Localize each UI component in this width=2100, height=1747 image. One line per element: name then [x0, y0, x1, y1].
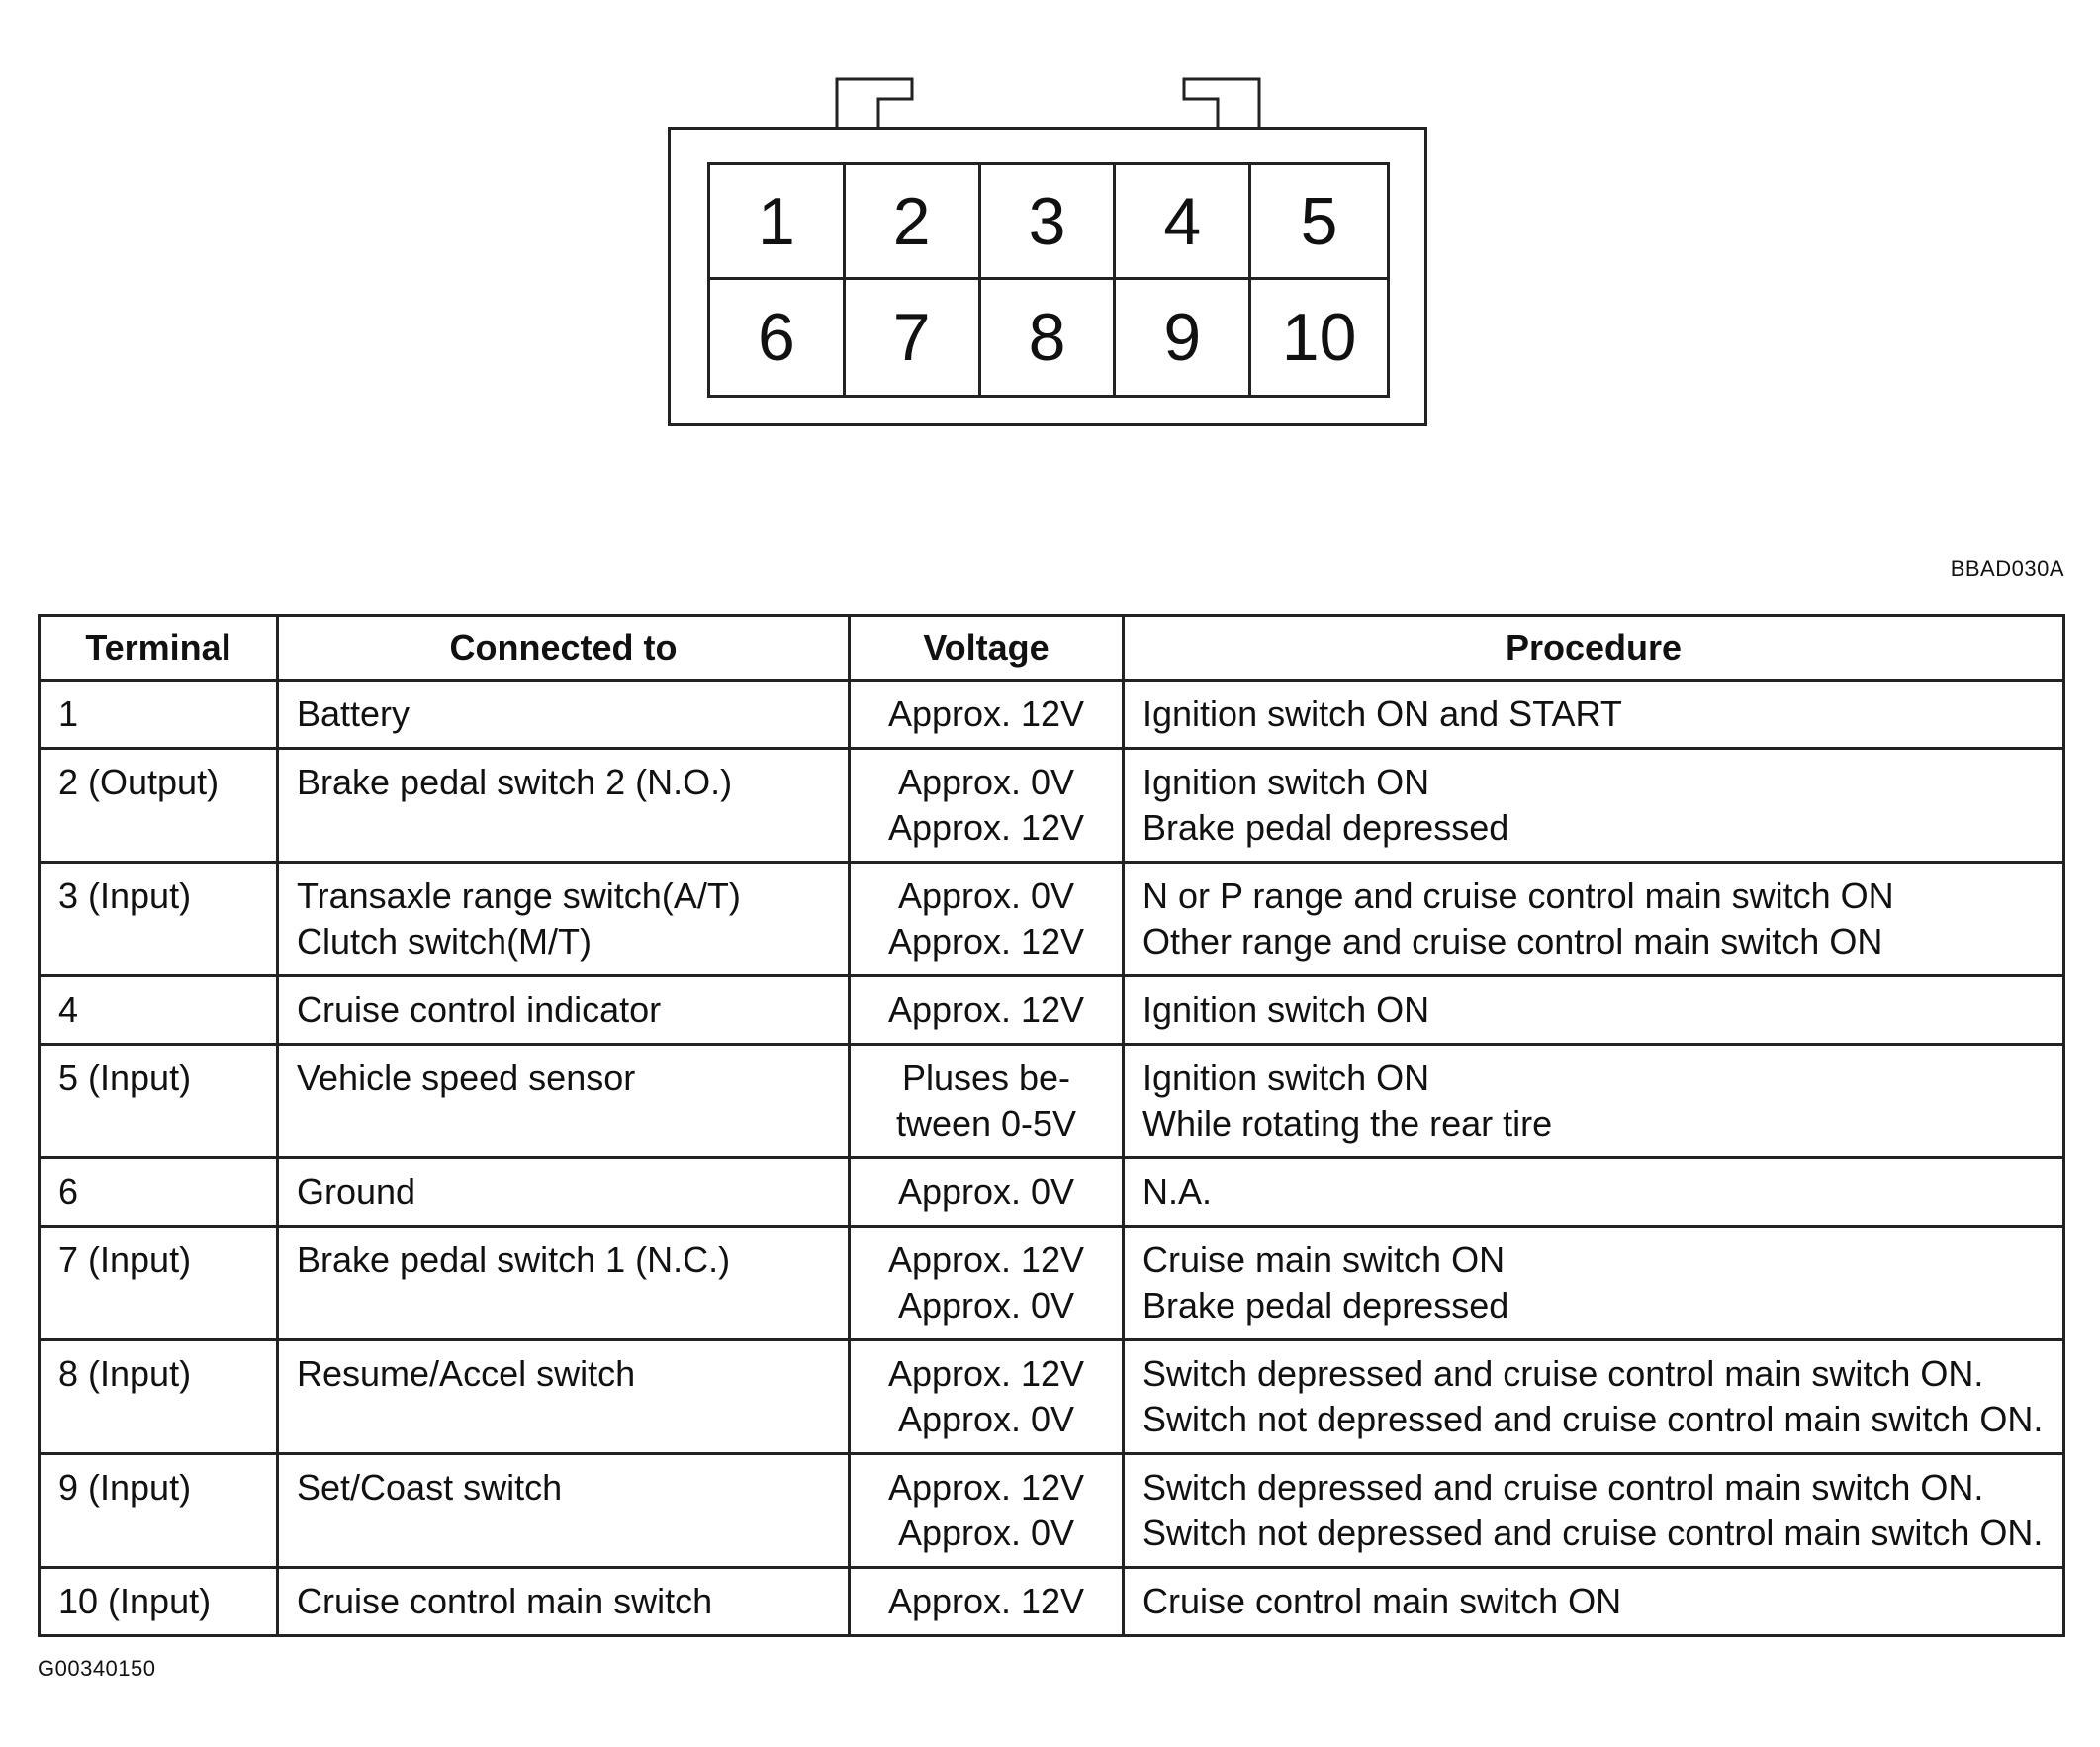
cell-procedure — [1124, 1158, 2064, 1227]
cell-terminal: 5 (Input) — [40, 1045, 278, 1158]
pin-4: 4 — [1116, 165, 1251, 280]
cell-voltage — [850, 1568, 1124, 1636]
cell-connected-to-line: Clutch switch(M/T) — [297, 921, 593, 962]
cell-connected-to — [278, 863, 850, 976]
pin-7: 7 — [846, 280, 981, 395]
cell-connected-to-line: Resume/Accel switch — [297, 1353, 636, 1394]
cell-procedure-line: N.A. — [1142, 1171, 1213, 1212]
cell-voltage — [850, 976, 1124, 1045]
cell-voltage — [850, 863, 1124, 976]
cell-procedure-line: Ignition switch ON — [1142, 989, 1430, 1030]
cell-procedure-line: Switch not depressed and cruise control main switch ON. — [1142, 1513, 2044, 1553]
cell-terminal: 9 (Input) — [40, 1454, 278, 1568]
cell-connected-to-line: Cruise control indicator — [297, 989, 662, 1030]
table-row — [40, 863, 2064, 976]
cell-connected-to — [278, 1227, 850, 1340]
cell-procedure-line: Brake pedal depressed — [1142, 1285, 1509, 1326]
cell-terminal: 3 (Input) — [40, 863, 278, 976]
figure-code-bottom: G00340150 — [38, 1656, 156, 1681]
cell-connected-to — [278, 1454, 850, 1568]
cell-procedure-line: Brake pedal depressed — [1142, 807, 1509, 848]
cell-procedure — [1124, 1340, 2064, 1454]
cell-voltage-line: Approx. 12V — [887, 989, 1085, 1030]
cell-connected-to — [278, 976, 850, 1045]
cell-procedure-line: Ignition switch ON — [1142, 762, 1430, 802]
cell-voltage-line: Approx. 12V — [887, 693, 1085, 734]
cell-procedure-line: Ignition switch ON and START — [1142, 693, 1622, 734]
header-connected-to: Connected to — [278, 616, 850, 681]
cell-connected-to-line: Set/Coast switch — [297, 1467, 563, 1508]
cell-voltage — [850, 1340, 1124, 1454]
connector-latch-left — [835, 77, 914, 129]
cell-procedure — [1124, 863, 2064, 976]
table-row — [40, 681, 2064, 749]
cell-voltage-line: Approx. 0V — [897, 1171, 1075, 1212]
cell-voltage — [850, 1158, 1124, 1227]
cell-terminal: 10 (Input) — [40, 1568, 278, 1636]
cell-procedure-line: Switch depressed and cruise control main switch ON. — [1142, 1353, 1984, 1394]
cell-procedure — [1124, 976, 2064, 1045]
pin-2: 2 — [846, 165, 981, 280]
cell-connected-to-line: Cruise control main switch — [297, 1581, 713, 1621]
cell-voltage — [850, 681, 1124, 749]
cell-connected-to-line: Ground — [297, 1171, 416, 1212]
cell-procedure — [1124, 1045, 2064, 1158]
cell-voltage — [850, 1454, 1124, 1568]
cell-terminal: 2 (Output) — [40, 749, 278, 863]
cell-procedure-line: Ignition switch ON — [1142, 1057, 1430, 1098]
cell-voltage-line: Approx. 0V — [897, 1399, 1075, 1439]
cell-voltage-line: Approx. 12V — [887, 1240, 1085, 1280]
cell-voltage-line: Approx. 0V — [897, 875, 1075, 916]
table-row — [40, 976, 2064, 1045]
cell-procedure-line: Cruise control main switch ON — [1142, 1581, 1622, 1621]
cell-voltage-line: Approx. 0V — [897, 762, 1075, 802]
cell-procedure — [1124, 681, 2064, 749]
figure-code-top: BBAD030A — [1950, 556, 2064, 581]
table-row — [40, 1568, 2064, 1636]
cell-connected-to — [278, 681, 850, 749]
table-header-row — [40, 616, 2064, 681]
cell-procedure-line: Other range and cruise control main switch ON — [1142, 921, 1883, 962]
header-voltage: Voltage — [850, 616, 1124, 681]
cell-connected-to-line: Brake pedal switch 1 (N.C.) — [297, 1240, 731, 1280]
cell-procedure-line: N or P range and cruise control main switch ON — [1142, 875, 1894, 916]
cell-procedure-line: While rotating the rear tire — [1142, 1103, 1553, 1144]
cell-voltage-line: Approx. 12V — [887, 807, 1085, 848]
cell-procedure — [1124, 1568, 2064, 1636]
cell-terminal: 8 (Input) — [40, 1340, 278, 1454]
pin-10: 10 — [1281, 300, 1357, 375]
cell-voltage — [850, 749, 1124, 863]
cell-terminal: 7 (Input) — [40, 1227, 278, 1340]
connector-pin-grid — [707, 162, 1390, 398]
cell-terminal: 1 — [40, 681, 278, 749]
cell-voltage-line: Approx. 12V — [887, 1467, 1085, 1508]
pin-5: 5 — [1251, 165, 1387, 280]
table-row — [40, 749, 2064, 863]
cell-connected-to-line: Vehicle speed sensor — [297, 1057, 636, 1098]
table-row — [40, 1340, 2064, 1454]
cell-procedure-line: Switch depressed and cruise control main switch ON. — [1142, 1467, 1984, 1508]
cell-connected-to — [278, 1045, 850, 1158]
pin-1: 1 — [710, 165, 846, 280]
cell-connected-to — [278, 1340, 850, 1454]
cell-voltage-line: Approx. 0V — [897, 1513, 1075, 1553]
cell-terminal: 6 — [40, 1158, 278, 1227]
cell-procedure — [1124, 1227, 2064, 1340]
table-body — [40, 681, 2064, 1636]
cell-voltage-line: Approx. 12V — [887, 921, 1085, 962]
connector-latch-right — [1182, 77, 1261, 129]
header-terminal: Terminal — [40, 616, 278, 681]
cell-procedure — [1124, 1454, 2064, 1568]
cell-connected-to — [278, 1568, 850, 1636]
cell-voltage-line: Approx. 0V — [897, 1285, 1075, 1326]
terminal-spec-table — [38, 614, 2065, 1637]
cell-terminal: 4 — [40, 976, 278, 1045]
header-procedure: Procedure — [1124, 616, 2064, 681]
cell-voltage-line: Approx. 12V — [887, 1581, 1085, 1621]
cell-voltage-line: Pluses be- — [901, 1057, 1071, 1098]
cell-voltage-line: tween 0-5V — [895, 1103, 1077, 1144]
cell-connected-to-line: Battery — [297, 693, 411, 734]
cell-connected-to — [278, 1158, 850, 1227]
pin-8: 8 — [981, 280, 1117, 395]
table-row — [40, 1158, 2064, 1227]
cell-voltage — [850, 1227, 1124, 1340]
table-row — [40, 1227, 2064, 1340]
cell-procedure-line: Cruise main switch ON — [1142, 1240, 1506, 1280]
cell-connected-to — [278, 749, 850, 863]
cell-voltage — [850, 1045, 1124, 1158]
cell-voltage-line: Approx. 12V — [887, 1353, 1085, 1394]
cell-connected-to-line: Brake pedal switch 2 (N.O.) — [297, 762, 733, 802]
pin-6: 6 — [710, 280, 846, 395]
cell-procedure — [1124, 749, 2064, 863]
table-row — [40, 1045, 2064, 1158]
pin-3: 3 — [981, 165, 1117, 280]
cell-connected-to-line: Transaxle range switch(A/T) — [297, 875, 741, 916]
table-row — [40, 1454, 2064, 1568]
pin-9: 9 — [1116, 280, 1251, 395]
cell-procedure-line: Switch not depressed and cruise control main switch ON. — [1142, 1399, 2044, 1439]
